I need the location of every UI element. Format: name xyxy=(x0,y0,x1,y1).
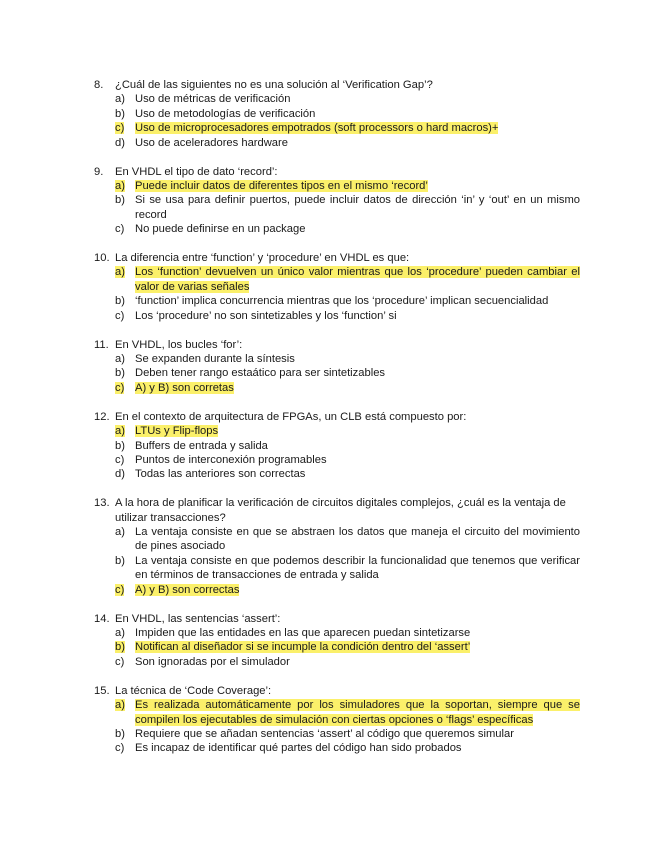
option-text-content: A) y B) son corretas xyxy=(135,381,234,394)
option-letter-highlight: c) xyxy=(115,122,125,135)
option-letter: b) xyxy=(115,554,125,567)
option-text xyxy=(135,698,580,727)
option-letter xyxy=(115,121,135,135)
option-text xyxy=(135,525,580,554)
option-letter-highlight: a) xyxy=(115,425,125,438)
option-text xyxy=(135,583,580,597)
answer-option-highlighted xyxy=(115,640,580,654)
question-9 xyxy=(94,165,580,237)
question-text: A la hora de planificar la verificación de circuitos digitales complejos, ¿cuál es la ventaja de utilizar transacciones? xyxy=(115,497,566,524)
option-text-content: Impiden que las entidades en las que aparecen puedan sintetizarse xyxy=(135,627,471,639)
answer-option-highlighted xyxy=(115,698,580,727)
question-number: 8. xyxy=(94,79,104,91)
option-text xyxy=(135,424,580,438)
option-text-content: Se expanden durante la síntesis xyxy=(135,353,295,365)
option-text-content: Todas las anteriores son correctas xyxy=(135,468,306,481)
option-text xyxy=(135,136,580,150)
answer-options xyxy=(115,424,580,482)
answer-option xyxy=(115,193,580,222)
option-text-content: Uso de metodologías de verificación xyxy=(135,107,316,120)
option-letter: b) xyxy=(115,107,125,120)
answer-options xyxy=(115,179,580,237)
answer-option xyxy=(115,352,580,366)
option-letter xyxy=(115,583,135,597)
question-15 xyxy=(94,684,580,756)
option-text-content: Si se usa para definir puertos, puede incluir datos de dirección ‘in’ y ‘out’ en un mismo record xyxy=(135,194,580,221)
option-letter: d) xyxy=(115,136,125,149)
answer-option xyxy=(115,107,580,121)
option-text xyxy=(135,294,580,308)
question-14 xyxy=(94,612,580,670)
option-letter xyxy=(115,265,135,294)
option-text xyxy=(135,439,580,453)
answer-option xyxy=(115,525,580,554)
answer-option xyxy=(115,626,580,640)
answer-options xyxy=(115,626,580,669)
answer-options xyxy=(115,698,580,756)
question-stem xyxy=(94,496,580,525)
option-letter xyxy=(115,179,135,193)
option-letter-highlight: c) xyxy=(115,583,125,596)
answer-option-highlighted xyxy=(115,179,580,193)
question-11 xyxy=(94,338,580,396)
answer-options xyxy=(115,525,580,597)
option-text-content: Los ‘function’ devuelven un único valor mientras que los ‘procedure’ pueden cambiar el valor de varias señales xyxy=(135,266,580,293)
option-letter-highlight: b) xyxy=(115,641,125,654)
option-letter xyxy=(115,698,135,727)
question-13 xyxy=(94,496,580,597)
option-letter: a) xyxy=(115,526,125,539)
option-text xyxy=(135,655,580,669)
option-text-content: La ventaja consiste en que podemos describir la funcionalidad que tenemos que verificar en términos de transacciones de entrada y salida xyxy=(135,554,580,582)
option-letter: d) xyxy=(115,468,125,481)
option-text xyxy=(135,352,580,366)
answer-options xyxy=(115,92,580,150)
question-8 xyxy=(94,78,580,150)
option-text-content: Es realizada automáticamente por los simuladores que la soportan, siempre que se compilen los ejecutables de simulación con ciertas opciones o ‘flags’ específicas xyxy=(135,699,580,726)
question-text: En VHDL, las sentencias ‘assert’: xyxy=(115,612,281,625)
option-letter: c) xyxy=(115,655,125,668)
option-letter: b) xyxy=(115,727,125,740)
option-text xyxy=(135,554,580,583)
option-letter: c) xyxy=(115,453,125,466)
option-text xyxy=(135,381,580,395)
option-letter: b) xyxy=(115,439,125,452)
option-letter: c) xyxy=(115,742,125,755)
question-10 xyxy=(94,251,580,323)
option-text-content: Uso de microprocesadores empotrados (soft processors o hard macros)+ xyxy=(135,122,499,135)
option-text xyxy=(135,121,580,135)
answer-option-highlighted xyxy=(115,583,580,597)
option-text xyxy=(135,107,580,121)
option-letter: b) xyxy=(115,194,125,207)
answer-option xyxy=(115,554,580,583)
question-number: 9. xyxy=(94,165,104,178)
answer-option xyxy=(115,741,580,755)
option-text xyxy=(135,179,580,193)
option-text xyxy=(135,309,580,323)
question-text: La diferencia entre ‘function’ y ‘procedure’ en VHDL es que: xyxy=(115,252,410,265)
question-number: 13. xyxy=(94,497,110,510)
option-text-content: No puede definirse en un package xyxy=(135,223,306,236)
option-letter: c) xyxy=(115,309,125,322)
question-text: ¿Cuál de las siguientes no es una solución al ‘Verification Gap’? xyxy=(115,79,433,91)
option-letter: a) xyxy=(115,353,125,365)
question-text: La técnica de ‘Code Coverage’: xyxy=(115,684,272,697)
option-text-content: Puede incluir datos de diferentes tipos en el mismo ‘record’ xyxy=(135,179,428,192)
question-number: 10. xyxy=(94,252,110,265)
question-number: 11. xyxy=(94,338,109,351)
question-number: 12. xyxy=(94,410,110,423)
option-text-content: Deben tener rango estaático para ser sintetizables xyxy=(135,367,386,380)
option-letter: b) xyxy=(115,295,125,308)
option-letter-highlight: c) xyxy=(115,381,125,394)
answer-option xyxy=(115,309,580,323)
question-text: En el contexto de arquitectura de FPGAs, un CLB está compuesto por: xyxy=(115,410,467,423)
option-letter: b) xyxy=(115,367,125,380)
answer-option xyxy=(115,439,580,453)
option-text-content: La ventaja consiste en que se abstraen los datos que maneja el circuito del movimiento de pines asociado xyxy=(135,526,580,553)
option-text xyxy=(135,193,580,222)
question-stem xyxy=(94,684,580,698)
option-text xyxy=(135,467,580,481)
option-text-content: LTUs y Flip-flops xyxy=(135,425,219,438)
option-text xyxy=(135,741,580,755)
question-stem xyxy=(94,410,580,424)
answer-option-highlighted xyxy=(115,121,580,135)
option-letter xyxy=(115,381,135,395)
option-text-content: Los ‘procedure’ no son sintetizables y los ‘function’ si xyxy=(135,309,397,322)
answer-options xyxy=(115,352,580,395)
option-text xyxy=(135,92,580,106)
option-text-content: Puntos de interconexión programables xyxy=(135,453,327,466)
question-list xyxy=(94,78,580,770)
option-text-content: Requiere que se añadan sentencias ‘assert’ al código que queremos simular xyxy=(135,727,514,740)
option-text-content: A) y B) son correctas xyxy=(135,583,240,596)
question-stem xyxy=(94,338,580,352)
option-text xyxy=(135,453,580,467)
answer-option-highlighted xyxy=(115,381,580,395)
option-letter: c) xyxy=(115,223,125,236)
option-text-content: Buffers de entrada y salida xyxy=(135,439,268,452)
option-letter-highlight: a) xyxy=(115,266,125,279)
option-text-content: Uso de aceleradores hardware xyxy=(135,136,288,149)
question-text: En VHDL el tipo de dato ‘record’: xyxy=(115,165,278,178)
option-letter: a) xyxy=(115,93,125,106)
question-12 xyxy=(94,410,580,482)
option-text xyxy=(135,265,580,294)
answer-option xyxy=(115,453,580,467)
answer-option xyxy=(115,727,580,741)
answer-option xyxy=(115,366,580,380)
option-letter xyxy=(115,640,135,654)
answer-option xyxy=(115,136,580,150)
option-letter-highlight: a) xyxy=(115,699,125,712)
option-text-content: Son ignoradas por el simulador xyxy=(135,655,290,668)
option-text-content: Uso de métricas de verificación xyxy=(135,93,291,106)
question-number: 15. xyxy=(94,684,110,697)
option-text-content: ‘function’ implica concurrencia mientras que los ‘procedure’ implican secuencialidad xyxy=(135,295,549,308)
answer-option xyxy=(115,655,580,669)
question-stem xyxy=(94,78,580,92)
option-letter-highlight: a) xyxy=(115,179,125,192)
option-text xyxy=(135,222,580,236)
option-text-content: Notifican al diseñador si se incumple la condición dentro del ‘assert’ xyxy=(135,641,471,654)
option-text xyxy=(135,626,580,640)
option-text xyxy=(135,640,580,654)
question-stem xyxy=(94,251,580,265)
option-text xyxy=(135,727,580,741)
answer-options xyxy=(115,265,580,323)
answer-option xyxy=(115,92,580,106)
answer-option xyxy=(115,222,580,236)
answer-option xyxy=(115,294,580,308)
answer-option-highlighted xyxy=(115,265,580,294)
question-stem xyxy=(94,165,580,179)
question-number: 14. xyxy=(94,612,110,625)
option-letter xyxy=(115,424,135,438)
answer-option-highlighted xyxy=(115,424,580,438)
option-letter: a) xyxy=(115,627,125,639)
option-text xyxy=(135,366,580,380)
question-text: En VHDL, los bucles ‘for’: xyxy=(115,338,243,351)
answer-option xyxy=(115,467,580,481)
question-stem xyxy=(94,612,580,626)
option-text-content: Es incapaz de identificar qué partes del código han sido probados xyxy=(135,742,462,755)
